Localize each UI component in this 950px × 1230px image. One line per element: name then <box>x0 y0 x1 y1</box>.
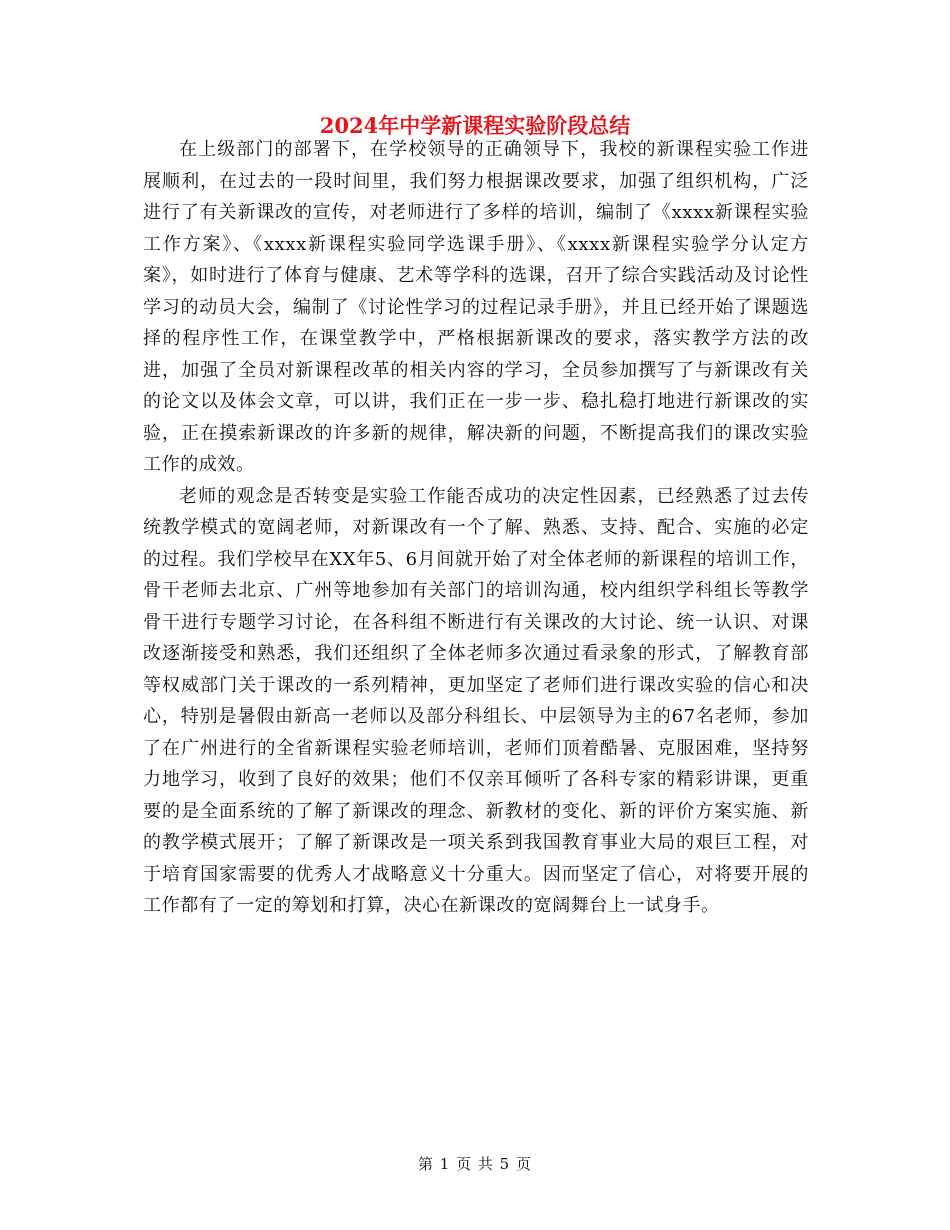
document-body <box>143 134 809 922</box>
paragraph-2: 老师的观念是否转变是实验工作能否成功的决定性因素，已经熟悉了过去传统教学模式的宽阔老师，对新课改有一个了解、熟悉、支持、配合、实施的必定的过程。我们学校早在XX年5、6月间就开始了对全体老师的新课程的培训工作，骨干老师去北京、广州等地参加有关部门的培训沟通，校内组织学科组长等教学骨干进行专题学习讨论，在各科组不断进行有关课改的大讨论、统一认识、对课改逐渐接受和熟悉，我们还组织了全体老师多次通过看录象的形式，了解教育部等权威部门关于课改的一系列精神，更加坚定了老师们进行课改实验的信心和决心，特别是暑假由新高一老师以及部分科组长、中层领导为主的67名老师，参加了在广州进行的全省新课程实验老师培训，老师们顶着酷暑、克服困难，坚持努力地学习，收到了良好的效果；他们不仅亲耳倾听了各科专家的精彩讲课，更重要的是全面系统的了解了新课改的理念、新教材的变化、新的评价方案实施、新的教学模式展开；了解了新课改是一项关系到我国教育事业大局的艰巨工程，对于培育国家需要的优秀人才战略意义十分重大。因而坚定了信心，对将要开展的工作都有了一定的筹划和打算，决心在新课改的宽阔舞台上一试身手。 <box>143 485 809 916</box>
paragraph-1: 在上级部门的部署下，在学校领导的正确领导下，我校的新课程实验工作进展顺利，在过去的一段时间里，我们努力根据课改要求，加强了组织机构，广泛进行了有关新课改的宣传，对老师进行了多样的培训，编制了《xxxx新课程实验工作方案》、《xxxx新课程实验同学选课手册》、《xxxx新课程实验学分认定方案》，如时进行了体育与健康、艺术等学科的选课，召开了综合实践活动及讨论性学习的动员大会，编制了《讨论性学习的过程记录手册》，并且已经开始了课题选择的程序性工作，在课堂教学中，严格根据新课改的要求，落实教学方法的改进，加强了全员对新课程改革的相关内容的学习，全员参加撰写了与新课改有关的论文以及体会文章，可以讲，我们正在一步一步、稳扎稳打地进行新课改的实验，正在摸索新课改的许多新的规律，解决新的问题，不断提高我们的课改实验工作的成效。 <box>143 139 809 475</box>
document-title: 2024年中学新课程实验阶段总结 <box>319 113 631 138</box>
page-footer: 第 1 页 共 5 页 <box>418 1155 532 1173</box>
